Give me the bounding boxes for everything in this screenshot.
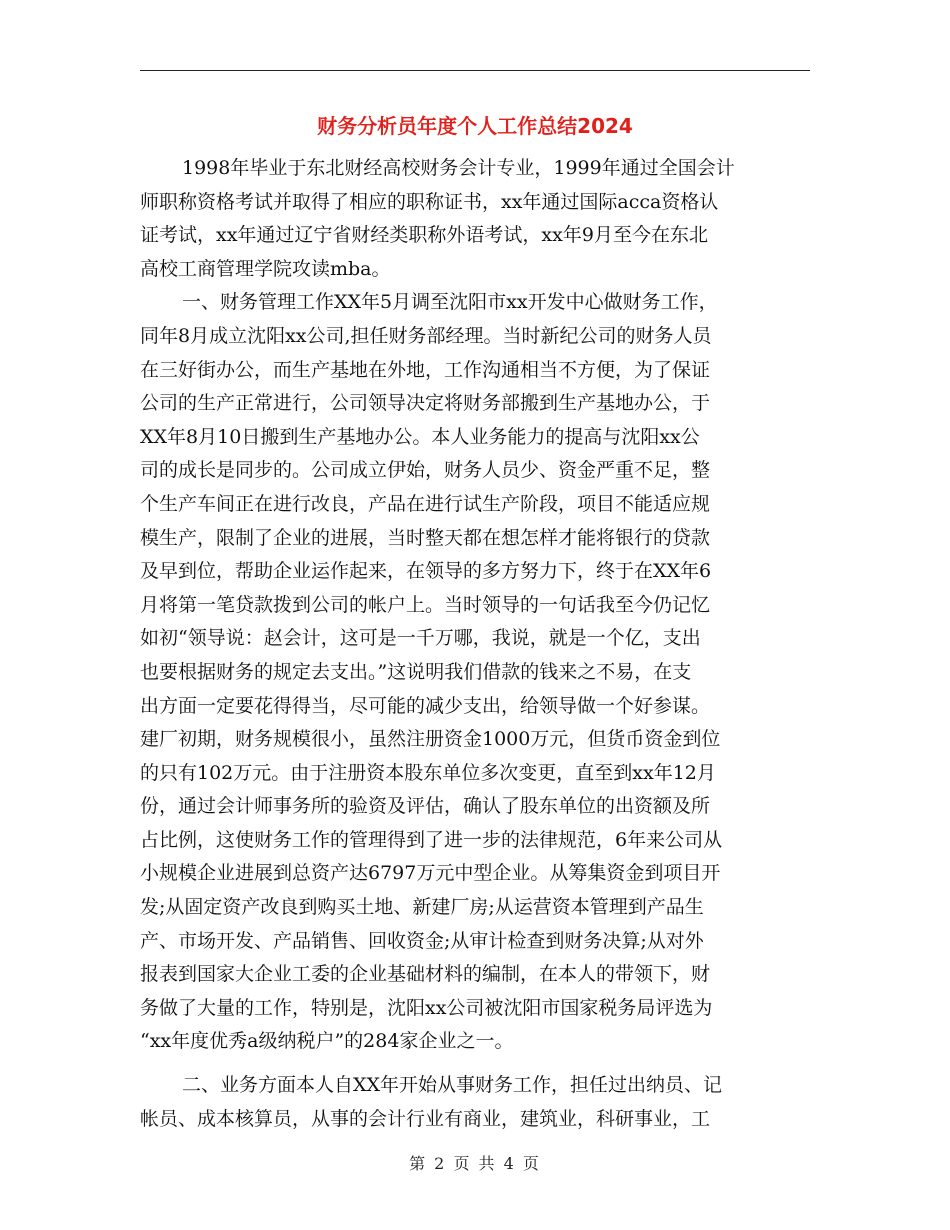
- paragraph-1-line-3: 证考试，xx年通过辽宁省财经类职称外语考试，xx年9月至今在东北: [140, 224, 708, 247]
- paragraph-1-line-2: 师职称资格考试并取得了相应的职称证书，xx年通过国际acca资格认: [140, 190, 719, 213]
- paragraph-2-line-7: 个生产车间正在进行改良，产品在进行试生产阶段，项目不能适应规: [140, 492, 711, 515]
- paragraph-1-line-1: 1998年毕业于东北财经高校财务会计专业，1999年通过全国会计: [182, 157, 735, 179]
- paragraph-2-line-12: 也要根据财务的规定去支出。”这说明我们借款的钱来之不易，在支: [140, 660, 692, 683]
- paragraph-2-line-10: 月将第一笔贷款拨到公司的帐户上。当时领导的一句话我至今仍记忆: [140, 593, 711, 616]
- paragraph-2-line-8: 模生产，限制了企业的进展，当时整天都在想怎样才能将银行的贷款: [140, 526, 711, 549]
- paragraph-2-line-5: XX年8月10日搬到生产基地办公。本人业务能力的提高与沈阳xx公: [140, 425, 700, 448]
- paragraph-2-line-23: “xx年度优秀a级纳税户”的284家企业之一。: [140, 1030, 514, 1053]
- paragraph-2-line-14: 建厂初期，财务规模很小，虽然注册资金1000万元，但货币资金到位: [140, 728, 721, 751]
- paragraph-2-line-9: 及早到位，帮助企业运作起来，在领导的多方努力下，终于在XX年6: [140, 560, 712, 583]
- paragraph-2-line-17: 占比例，这使财务工作的管理得到了进一步的法律规范，6年来公司从: [140, 828, 723, 851]
- paragraph-2-line-1: 一、财务管理工作XX年5月调至沈阳市xx开发中心做财务工作，: [182, 291, 718, 314]
- paragraph-2-line-19: 发;从固定资产改良到购买土地、新建厂房;从运营资本管理到产品生: [140, 896, 704, 919]
- paragraph-2-line-18: 小规模企业进展到总资产达6797万元中型企业。从筹集资金到项目开: [140, 862, 721, 885]
- paragraph-2-line-21: 报表到国家大企业工委的企业基础材料的编制，在本人的带领下，财: [140, 963, 711, 986]
- document-title: 财务分析员年度个人工作总结2024: [317, 114, 633, 138]
- paragraph-3-line-2: 帐员、成本核算员，从事的会计行业有商业，建筑业，科研事业，工: [140, 1107, 711, 1130]
- paragraph-2-line-22: 务做了大量的工作，特别是，沈阳xx公司被沈阳市国家税务局评选为: [140, 996, 713, 1019]
- paragraph-2-line-15: 的只有102万元。由于注册资本股东单位多次变更，直至到xx年12月: [140, 761, 716, 784]
- paragraph-2-line-20: 产、市场开发、产品销售、回收资金;从审计检查到财务决算;从对外: [140, 929, 704, 952]
- paragraph-2-line-4: 公司的生产正常进行，公司领导决定将财务部搬到生产基地办公，于: [140, 392, 711, 415]
- paragraph-2-line-3: 在三好街办公，而生产基地在外地，工作沟通相当不方便，为了保证: [140, 358, 711, 381]
- paragraph-2-line-6: 司的成长是同步的。公司成立伊始，财务人员少、资金严重不足，整: [140, 459, 711, 482]
- paragraph-3-line-1: 二、业务方面本人自XX年开始从事财务工作，担任过出纳员、记: [182, 1074, 723, 1097]
- paragraph-2-line-13: 出方面一定要花得得当，尽可能的减少支出，给领导做一个好参谋。: [140, 694, 711, 717]
- page-number: 第 2 页 共 4 页: [409, 1154, 541, 1173]
- paragraph-gap: [140, 1059, 810, 1069]
- paragraph-2-line-11: 如初“领导说：赵会计，这可是一千万哪，我说，就是一个亿，支出: [140, 627, 701, 650]
- document-body: [140, 152, 810, 1136]
- paragraph-2-line-16: 份，通过会计师事务所的验资及评估，确认了股东单位的出资额及所: [140, 795, 711, 818]
- paragraph-1-line-4: 高校工商管理学院攻读mba。: [140, 257, 391, 280]
- header-rule: [140, 70, 810, 71]
- paragraph-2-line-2: 同年8月成立沈阳xx公司,担任财务部经理。当时新纪公司的财务人员: [140, 324, 712, 347]
